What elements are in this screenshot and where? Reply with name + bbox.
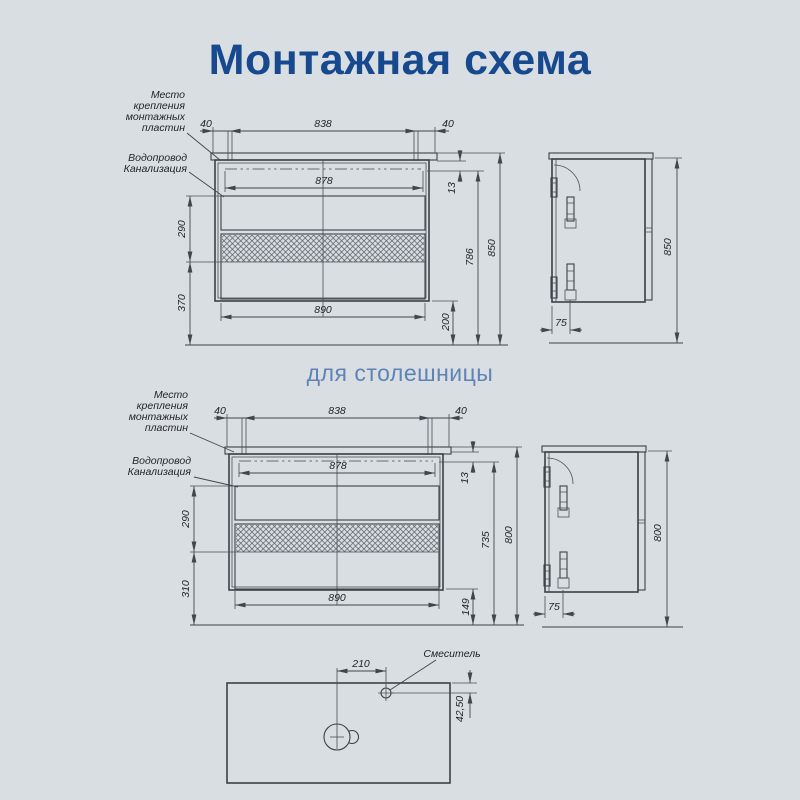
drawer-fronts-side: [645, 159, 652, 300]
swing-arc: [554, 165, 580, 191]
bracket-detail: [567, 203, 574, 214]
dim-label-370: 370: [176, 294, 188, 312]
top-panel: [225, 447, 451, 454]
bracket-detail: [560, 559, 567, 569]
dim-label-878: 878: [329, 460, 347, 472]
countertop-subtitle: для столешницы: [306, 360, 494, 386]
mounting-bracket: [560, 552, 567, 578]
bracket-plate: [558, 578, 569, 588]
extension-lines: [427, 161, 484, 171]
cabinet-front-view-2: [128, 389, 524, 625]
cabinet-body-inner: [232, 457, 440, 587]
dim-label-149: 149: [460, 598, 472, 616]
dim-label-838: 838: [328, 405, 346, 417]
cabinet-body-side: [545, 452, 638, 592]
plumbing-label-line: Водопровод: [128, 152, 187, 164]
dim-label-786: 786: [464, 248, 476, 266]
top-panel: [211, 153, 437, 160]
mounting-label-line: пластин: [141, 122, 185, 134]
dim-label-890: 890: [328, 592, 346, 604]
plumbing-label-line: Канализация: [127, 466, 191, 478]
mounting-bracket: [560, 486, 567, 510]
mounting-label-line: Место: [150, 89, 185, 101]
mixer-label: Смеситель: [423, 648, 481, 660]
mounting-plate-marks: [242, 418, 432, 455]
drawer-2-hatch-zone: [236, 525, 438, 552]
leader-line-plumbing: [189, 172, 224, 197]
dim-label-890: 890: [314, 304, 332, 316]
dim-label-800-side: 800: [652, 524, 664, 542]
top-panel-side: [549, 153, 653, 159]
cabinet-side-view-2: [533, 446, 683, 627]
dim-label-200: 200: [440, 313, 452, 331]
dim-label-75: 75: [555, 317, 567, 329]
dim-label-40-right: 40: [455, 405, 467, 417]
dim-label-850-side: 850: [662, 238, 674, 256]
dim-label-210: 210: [352, 658, 370, 670]
countertop-plan-view: [227, 648, 481, 783]
dim-label-75: 75: [548, 601, 560, 613]
dim-label-838: 838: [314, 118, 332, 130]
mounting-label-line: крепления: [136, 400, 188, 412]
plumbing-label-line: Водопровод: [132, 455, 191, 467]
plumbing-label-line: Канализация: [123, 163, 187, 175]
dim-label-290: 290: [176, 220, 188, 238]
leader-line-mounting: [187, 133, 220, 160]
top-panel-side: [542, 446, 646, 452]
mounting-label-line: крепления: [133, 100, 185, 112]
drawer-divider: [638, 520, 645, 523]
bracket-plate: [565, 290, 576, 300]
dim-label-13: 13: [459, 472, 471, 484]
drawer-divider: [645, 228, 652, 232]
bracket-detail: [560, 492, 567, 502]
dim-label-42-50: 42,50: [454, 695, 466, 723]
mixer-center-cross: [378, 685, 394, 701]
dim-label-310: 310: [180, 580, 192, 598]
mounting-label-line: пластин: [144, 422, 188, 434]
mounting-label-line: монтажных: [128, 411, 188, 423]
dim-label-40-left: 40: [214, 405, 226, 417]
dim-label-40-right: 40: [442, 118, 454, 130]
dim-label-290: 290: [180, 510, 192, 528]
mounting-bracket: [567, 264, 574, 290]
mounting-plate-marks: [228, 131, 418, 161]
dim-label-850: 850: [486, 239, 498, 257]
dim-label-13: 13: [446, 182, 458, 194]
dim-label-735: 735: [480, 531, 492, 549]
cabinet-body-side: [552, 159, 645, 302]
page-title: Монтажная схема: [208, 36, 592, 84]
extension-lines: [227, 414, 449, 447]
dim-label-40-left: 40: [200, 118, 212, 130]
mounting-label-line: монтажных: [125, 111, 185, 123]
cabinet-front-view-1: [124, 89, 508, 345]
bracket-detail: [567, 271, 574, 281]
mounting-label-line: Место: [153, 389, 188, 401]
drawer-fronts-side: [638, 452, 645, 590]
cabinet-side-view-1: [540, 153, 683, 343]
dim-label-878: 878: [315, 175, 333, 187]
dim-label-800: 800: [503, 526, 515, 544]
cabinet-body: [229, 454, 443, 590]
swing-arc: [547, 458, 573, 484]
leader-line-plumbing: [194, 477, 238, 487]
leader-line-mixer: [390, 660, 436, 690]
mounting-bracket: [567, 197, 574, 221]
drawer-2-hatch-zone: [222, 235, 424, 262]
